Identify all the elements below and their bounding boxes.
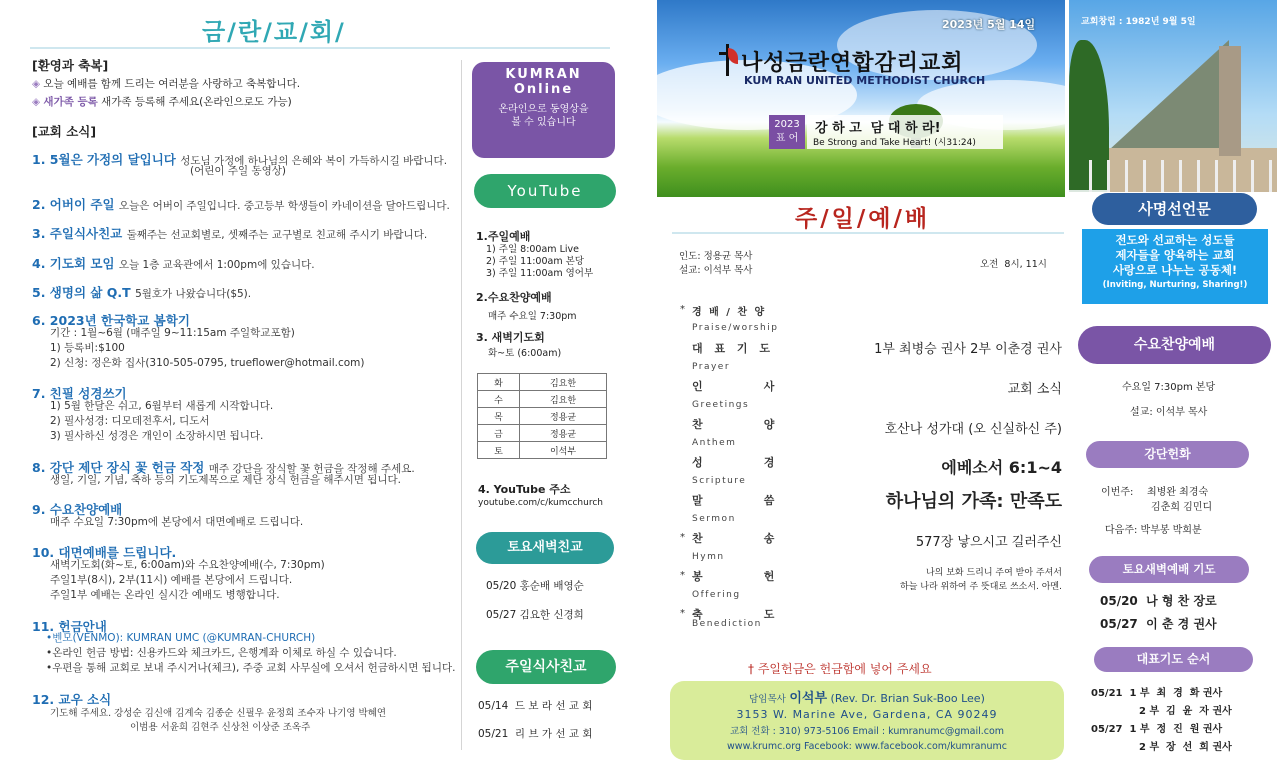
order-praise: 경 배 / 찬 양 [692, 307, 767, 318]
wednesday-line-2: 설교: 이석부 목사 [1130, 407, 1208, 418]
news-item-6-line-1: 기간 : 1월~6월 (매주일 9~11:15am 주일학교포함) [50, 327, 295, 339]
order-hymn: 찬 송 [692, 532, 782, 545]
order-anthem-en: Anthem [692, 438, 737, 448]
church-roof-shape [1109, 40, 1229, 150]
order-sermon-value: 하나님의 가족: 만족도 [885, 491, 1062, 512]
order-hymn-value: 577장 낳으시고 길러주신 [915, 535, 1062, 550]
saturday-fellowship-1: 05/20 홍순배 배영순 [486, 580, 584, 592]
dawn-prayer-1: 05/20 나 형 찬 장로 [1100, 594, 1217, 608]
order-scripture-value: 에베소서 6:1~4 [941, 458, 1062, 477]
prayer-order-1: 05/21 1 부 최 경 화 권사 [1091, 688, 1223, 699]
news-item-1-line: (어린이 주일 동영상) [190, 165, 287, 177]
prayer-order-4: 2 부 장 선 희 권사 [1139, 742, 1232, 753]
mission-label: 사명선언문 [1092, 193, 1257, 225]
lunch-fellowship-label: 주일식사친교 [476, 650, 616, 684]
worship-title-divider [672, 232, 1064, 234]
news-item-8-line-1: 생일, 기일, 기념, 축하 등의 기도제목으로 제단 장식 헌금을 해주시면 됩니다. [50, 474, 402, 486]
order-benediction: 축 도 [692, 608, 782, 621]
news-item-11-line-1: •벤모(VENMO): KUMRAN UMC (@KUMRAN-CHURCH) [46, 632, 316, 644]
news-item-11-line-3: •우편을 통해 교회로 보내 주시거나(체크), 주중 교회 사무실에 오셔서 헌금하시면 됩니다. [46, 662, 456, 674]
lunch-fellowship-2: 05/21 리 브 가 선 교 회 [478, 728, 593, 740]
saturday-fellowship-label: 토요새벽친교 [476, 532, 614, 564]
order-greetings: 인 사 [692, 380, 782, 393]
news-item-2: 2. 어버이 주일 오늘은 어버이 주일입니다. 중고등부 학생들이 카네이션을 달아드립니다. [32, 197, 450, 212]
stand-marker: * [680, 532, 685, 543]
worship-times: 오전 8시, 11시 [980, 259, 1047, 270]
order-scripture: 성 경 [692, 456, 782, 469]
news-item-11-line-2: •온라인 헌금 방법: 신용카드와 체크카드, 은행계좌 이체로 하실 수 있습니다. [46, 647, 397, 659]
news-item-10-line-2: 주일1부(8시), 2부(11시) 예배를 본당에서 드립니다. [50, 574, 293, 586]
flowers-this-week-label: 이번주: [1101, 487, 1134, 498]
dawn-prayer-schedule: 화 김요한 수 김요한 목 정용균 금 정용균 토 이석부 [477, 373, 607, 459]
order-anthem-value: 호산나 성가대 (오 신실하신 주) [884, 422, 1062, 437]
offering-prayer-1: 나의 보화 드리니 주여 받아 주셔서 [925, 568, 1062, 578]
stand-marker: * [680, 570, 685, 581]
dawn-prayer-label: 토요새벽예배 기도 [1089, 556, 1249, 583]
news-item-10-line-1: 새벽기도회(화~토, 6:00am)와 수요찬양예배(수, 7:30pm) [50, 559, 325, 571]
flowers-next-week: 다음주: 박부봉 박희분 [1105, 525, 1202, 536]
youtube-button[interactable]: YouTube [474, 174, 616, 208]
order-greetings-value: 교회 소식 [1007, 382, 1062, 397]
news-item-12: 12. 교우 소식 [32, 692, 112, 707]
motto-box: 강 하 고 담 대 하 라! Be Strong and Take Heart! (시31:24) [807, 115, 1003, 149]
news-item-1: 1. 5월은 가정의 달입니다 성도님 가정에 하나님의 은혜와 복이 가득하시길 바랍니다. [32, 152, 448, 167]
youtube-address-link[interactable]: youtube.com/c/kumcchurch [478, 498, 603, 508]
news-item-6-line-2: 1) 등록비:$100 [50, 342, 125, 354]
news-item-4: 4. 기도회 모임 오늘 1층 교육관에서 1:00pm에 있습니다. [32, 256, 315, 271]
news-item-10-line-3: 주일1부 예배는 온라인 실시간 예배도 병행합니다. [50, 589, 280, 601]
title-divider [30, 47, 610, 49]
worship-leader: 인도: 정용균 목사 [679, 251, 753, 262]
welcome-line-1: ◈ 오늘 예배를 함께 드리는 여러분을 사랑하고 축복합니다. [32, 78, 301, 90]
diamond-icon: ◈ [32, 78, 41, 90]
wednesday-line-1: 수요일 7:30pm 본당 [1122, 382, 1216, 393]
contact-box: 담임목사 이석부 (Rev. Dr. Brian Suk-Boo Lee) 3153 W. Marine Ave, Gardena, CA 90249 교회 전화 : 310) 973-5106 Email : kumranumc@gmail.com www.krumc.org Facebook: www.facebook.com/kumranumc [670, 681, 1064, 760]
order-prayer-value: 1부 최병승 권사 2부 이춘경 권사 [874, 342, 1062, 357]
prayer-order-3: 05/27 1 부 정 진 원 권사 [1091, 724, 1223, 735]
stand-marker: * [680, 304, 685, 315]
news-item-10: 10. 대면예배를 드립니다. [32, 545, 177, 560]
lunch-fellowship-1: 05/14 드 보 라 선 교 회 [478, 700, 593, 712]
prayer-order-label: 대표기도 순서 [1094, 647, 1253, 672]
news-item-3: 3. 주일식사친교 둘째주는 선교회별로, 셋째주는 교구별로 친교해 주시기 바랍니다. [32, 226, 428, 241]
news-item-9: 9. 수요찬양예배 [32, 502, 123, 517]
flowers-this-week-1: 최병완 최경숙 [1147, 487, 1209, 498]
news-item-7: 7. 친필 성경쓰기 [32, 386, 127, 401]
news-item-11: 11. 헌금안내 [32, 619, 107, 634]
flowers-label: 강단헌화 [1086, 441, 1249, 468]
church-name-kr: 나성금란연합감리교회 [741, 51, 964, 76]
methodist-cross-icon [717, 44, 739, 76]
saturday-fellowship-2: 05/27 김요한 신경희 [486, 609, 584, 621]
news-item-8: 8. 강단 제단 장식 꽃 헌금 작정 매주 강단을 장식할 꽃 헌금을 작정해 주세요. [32, 460, 415, 475]
welcome-heading: [환영과 축복] [32, 58, 109, 73]
worship-title: 주/일/예/배 [795, 206, 931, 232]
kumran-online-box[interactable] [472, 62, 615, 158]
motto-year-box: 2023 표 어 [769, 115, 805, 149]
order-hymn-en: Hymn [692, 552, 725, 562]
worship-preacher: 설교: 이석부 목사 [679, 265, 753, 276]
news-item-6: 6. 2023년 한국학교 봄학기 [32, 313, 190, 328]
kumran-online-text: 온라인으로 동영상을 볼 수 있습니다 [498, 104, 589, 128]
fence-shape [1089, 160, 1277, 192]
wednesday-label: 수요찬양예배 [1078, 326, 1271, 364]
news-item-5: 5. 생명의 삶 Q.T 5월호가 나왔습니다($5). [32, 285, 252, 300]
news-item-7-line-3: 3) 필사하신 성경은 개인이 소장하시면 됩니다. [50, 430, 264, 442]
order-sermon: 말 씀 [692, 494, 782, 507]
news-item-9-line-1: 매주 수요일 7:30pm에 본당에서 대면예배로 드립니다. [50, 516, 304, 528]
order-greetings-en: Greetings [692, 400, 750, 410]
order-praise-en: Praise/worship [692, 323, 779, 333]
services-list: 1.주일예배 1) 주일 8:00am Live 2) 주일 11:00am 본당 3) 주일 11:00am 영어부 2.수요찬양예배 매주 수요일 7:30pm 3. 새벽기도회 화~토 (6:00am) [476, 230, 594, 359]
service-date: 2023년 5월 14일 [942, 18, 1036, 31]
order-benediction-en: Benediction [692, 619, 762, 629]
church-name-en: KUM RAN UNITED METHODIST CHURCH [744, 74, 986, 87]
welcome-line-2: ◈ 새가족 등록 새가족 등록해 주세요(온라인으로도 가능) [32, 96, 292, 108]
order-prayer: 대 표 기 도 [692, 342, 774, 355]
banner-image [657, 0, 1065, 197]
news-item-6-line-3: 2) 신청: 정은화 집사(310-505-0795, trueflower@hotmail.com) [50, 357, 365, 369]
offering-prayer-2: 하늘 나라 위하여 주 뜻대로 쓰소서. 아멘. [900, 582, 1062, 592]
church-tower-shape [1219, 46, 1241, 156]
news-heading: [교회 소식] [32, 124, 97, 139]
order-sermon-en: Sermon [692, 514, 736, 524]
mission-box: 전도와 선교하는 성도들 제자들을 양육하는 교회 사랑으로 나누는 공동체! (Inviting, Nurturing, Sharing!) [1082, 229, 1268, 304]
order-scripture-en: Scripture [692, 476, 747, 486]
order-prayer-en: Prayer [692, 362, 731, 372]
news-item-7-line-1: 1) 5월 한달은 쉬고, 6월부터 새롭게 시작합니다. [50, 400, 274, 412]
kumran-online-title: KUMRAN Online [505, 67, 582, 97]
order-offering: 봉 헌 [692, 570, 782, 583]
dawn-prayer-2: 05/27 이 춘 경 권사 [1100, 617, 1217, 631]
church-photo [1069, 0, 1277, 192]
order-anthem: 찬 양 [692, 418, 782, 431]
offering-note: † 주일헌금은 헌금함에 넣어 주세요 [748, 662, 932, 676]
column-divider [461, 60, 462, 750]
news-item-7-line-2: 2) 필사성경: 디모데전후서, 디도서 [50, 415, 210, 427]
diamond-icon: ◈ [32, 96, 41, 108]
prayer-order-2: 2 부 김 윤 자 권사 [1139, 706, 1232, 717]
order-offering-en: Offering [692, 590, 741, 600]
news-item-12-line-2: 이범용 서윤희 김현주 신상천 이상준 조옥주 [130, 722, 311, 733]
founded-date: 교회창립 : 1982년 9월 5일 [1081, 17, 1196, 27]
stand-marker: * [680, 608, 685, 619]
flowers-this-week-2: 김춘희 김민디 [1151, 502, 1213, 513]
youtube-address-heading: 4. YouTube 주소 [478, 483, 571, 496]
church-title: 금/란/교/회/ [202, 18, 346, 46]
news-item-12-line-1: 기도해 주세요. 강성순 김신애 김계숙 김종순 신필우 윤정희 조수자 나기영 박혜연 [50, 708, 387, 719]
